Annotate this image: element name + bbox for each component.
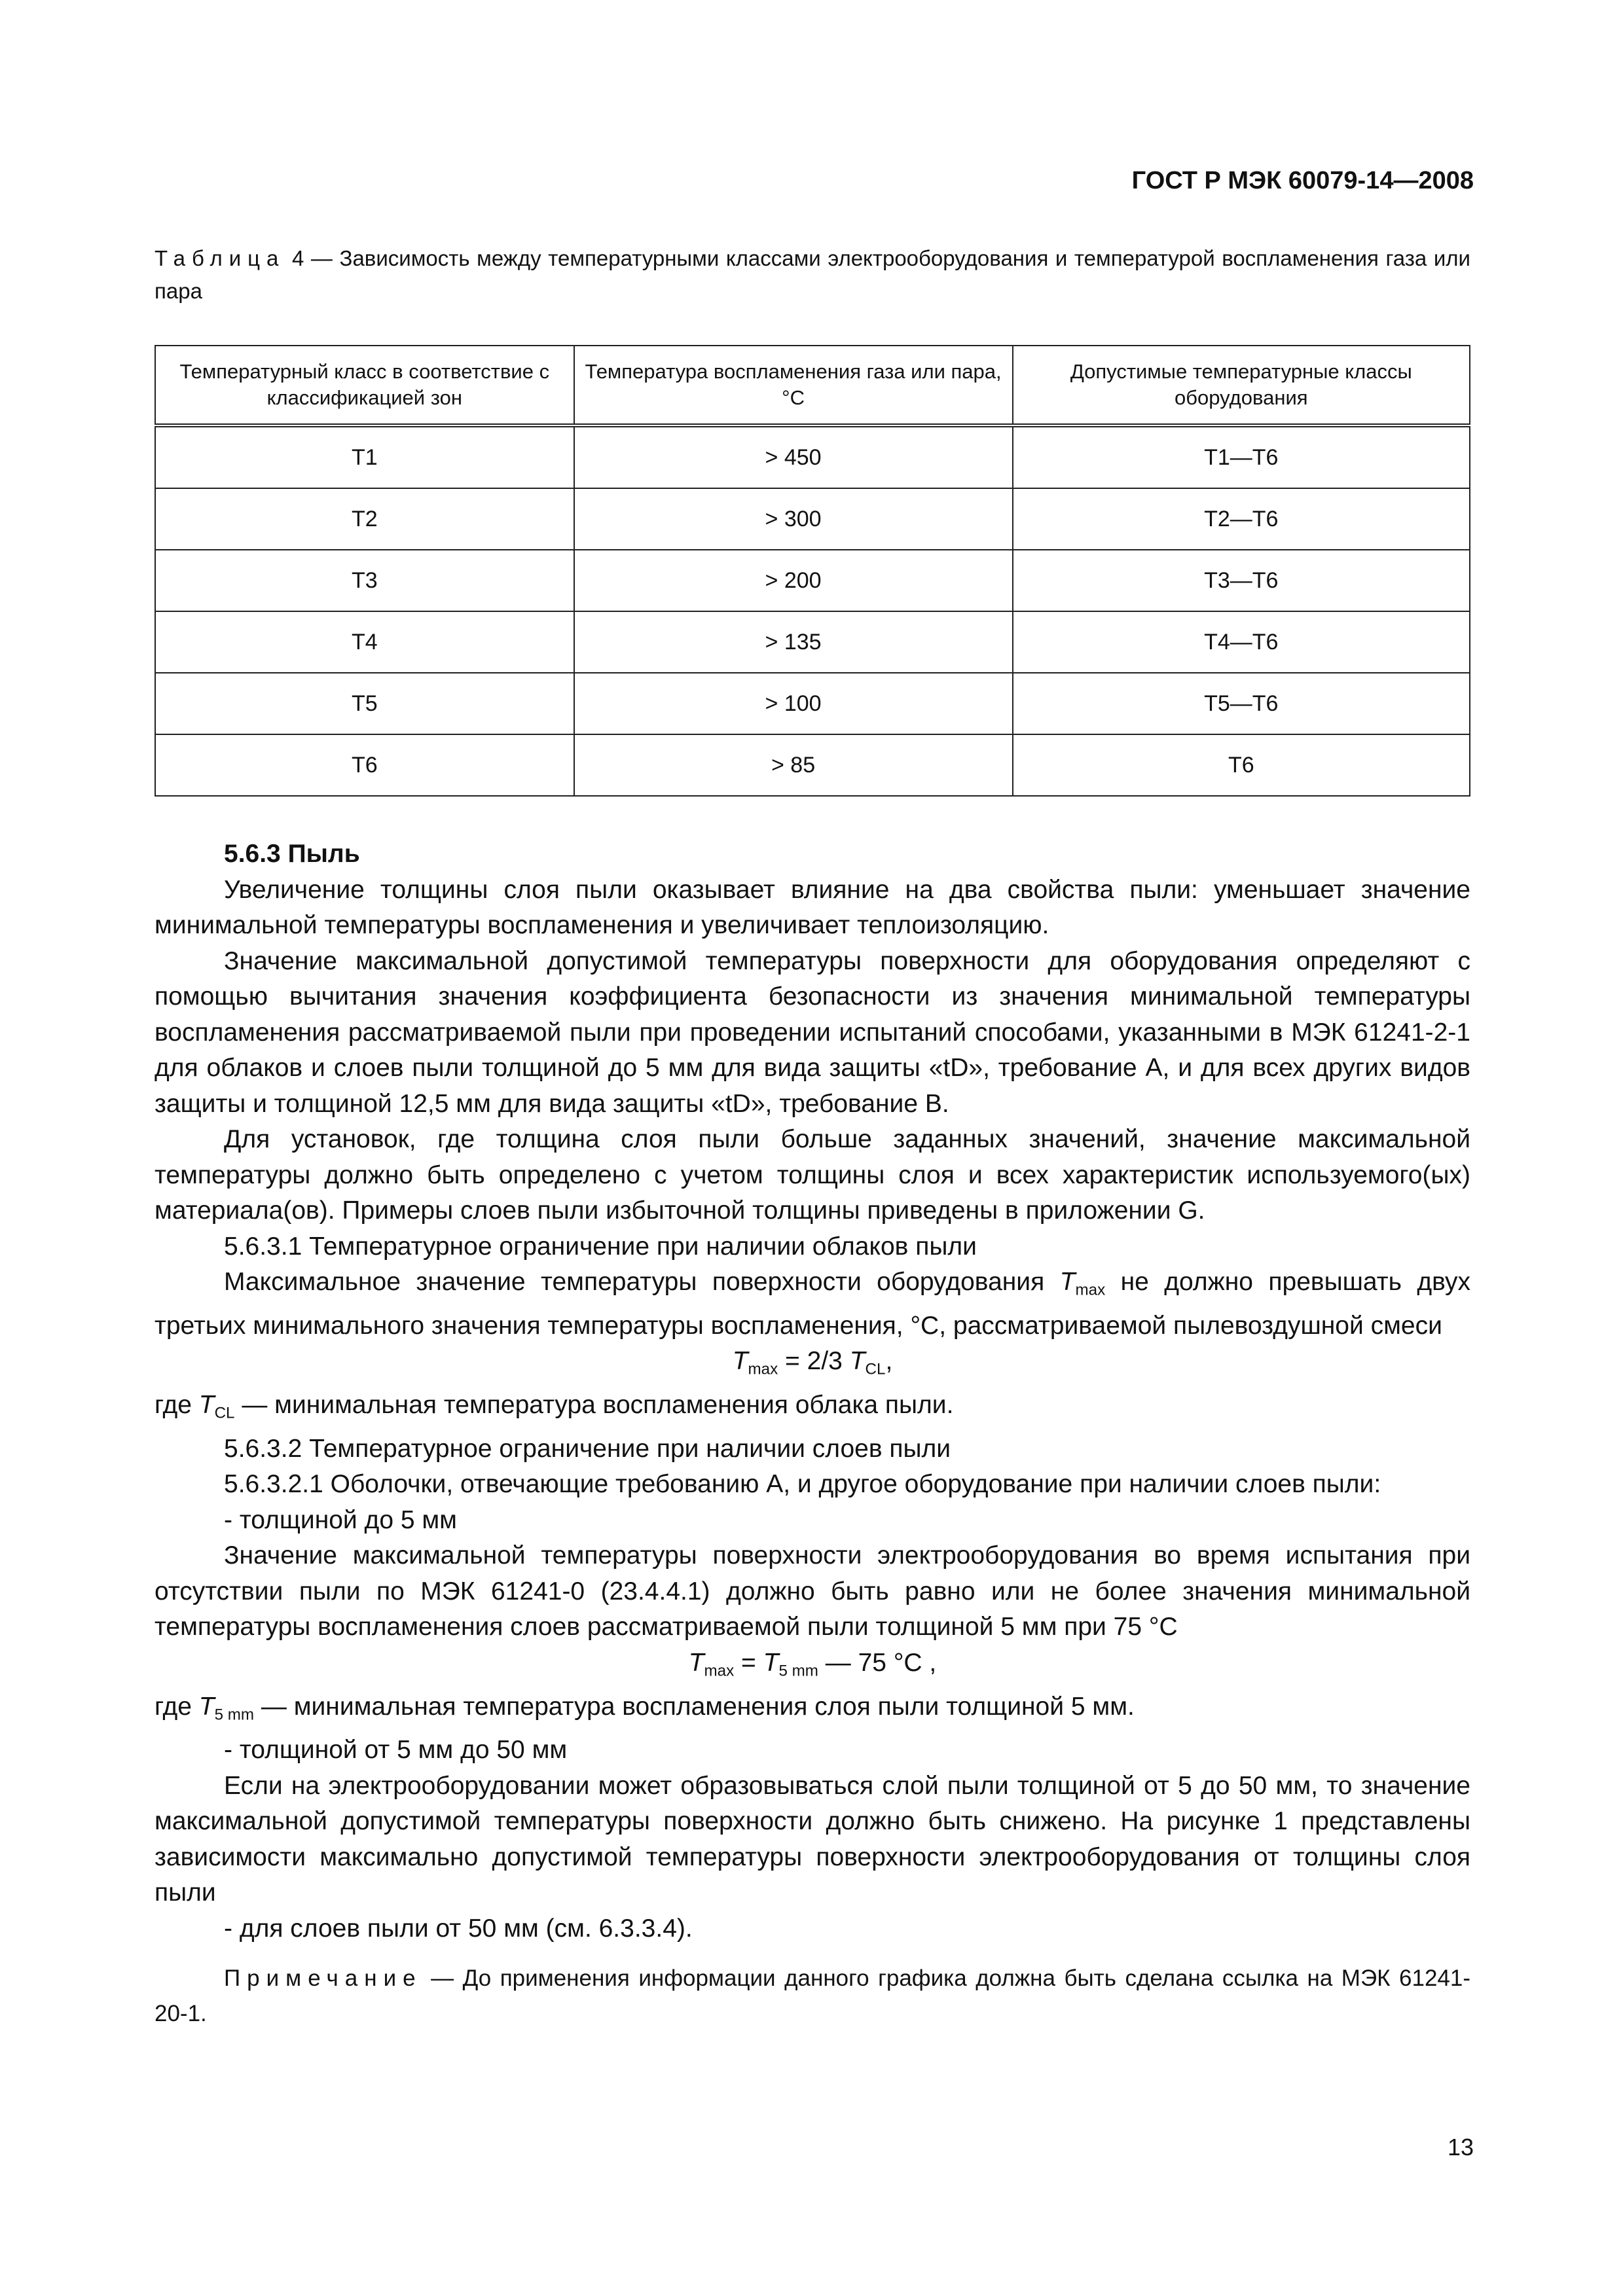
note-word: Примечание [224,1965,422,1992]
formula-tmax-layer [155,1645,1470,1689]
where-word: где [155,1391,199,1419]
symbol-t: T [732,1347,748,1376]
table-cell-class: T1 [155,425,574,488]
formula-tmax-cloud [155,1344,1470,1388]
table-caption-text: 4 — Зависимость между температурными классами электрооборудования и температурой воспламенения газа или пара [155,246,1470,303]
table-cell-class: T2 [155,488,574,550]
formula-text: — 75 °С , [818,1648,937,1677]
section-body [155,836,1470,2032]
subscript-5mm: 5 mm [214,1705,255,1723]
subscript-cl: CL [214,1404,235,1422]
paragraph: Для установок, где толщина слоя пыли больше заданных значений, значение максимальной температуры должно быть определено с учетом толщины слоя и всех характеристик используемого(ых) материала(ов). Примеры слоев пыли избыточной толщины приведены в приложении G. [155,1125,1470,1225]
table-caption [155,242,1470,308]
symbol-t: T [1059,1268,1076,1296]
table-cell-class: T5 [155,673,574,734]
symbol-t: T [198,1692,215,1721]
formula-explanation [155,1388,1470,1431]
formula-text: , [885,1347,893,1376]
table-cell-temperature: > 135 [574,611,1013,673]
symbol-t: T [198,1391,215,1419]
table-cell-permitted: T4—T6 [1013,611,1470,673]
subscript-max: max [748,1360,778,1378]
table-cell-class: T4 [155,611,574,673]
list-item: - толщиной до 5 мм [224,1505,457,1534]
explanation-text: — минимальная температура воспламенения облака пыли. [234,1391,954,1419]
where-word: где [155,1692,199,1721]
table-cell-temperature: > 200 [574,550,1013,611]
table-row [155,673,1470,734]
formula-explanation [155,1689,1470,1733]
paragraph: Увеличение толщины слоя пыли оказывает влияние на два свойства пыли: уменьшает значение минимальной температуры воспламенения и увеличивает теплоизоляцию. [155,875,1470,939]
paragraph: Значение максимальной температуры поверхности электрооборудования во время испытания при отсутствии пыли по МЭК 61241-0 (23.4.4.1) должно быть равно или не более значения минимальной температуры воспламенения слоев рассматриваемой пыли толщиной 5 мм при 75 °С [155,1541,1470,1641]
note [155,1961,1470,2032]
symbol-t: T [849,1347,866,1376]
symbol-t: T [763,1648,779,1677]
table-cell-class: T6 [155,734,574,796]
section-title: 5.6.3 Пыль [224,840,360,868]
table-row [155,488,1470,550]
paragraph: Если на электрооборудовании может образовываться слой пыли толщиной от 5 до 50 мм, то значение максимальной допустимой температуры поверхности должно быть снижено. На рисунке 1 представлены зависимости максимально допустимой температуры поверхности электрооборудования от толщины слоя пыли [155,1771,1470,1907]
subscript-max: max [1075,1281,1106,1299]
column-header-zone-class: Температурный класс в соответствие с классификацией зон [155,346,574,425]
temperature-class-table [155,345,1470,797]
subscript-cl: CL [865,1360,886,1378]
table-row [155,425,1470,488]
table-row [155,611,1470,673]
table-row [155,550,1470,611]
subscript-max: max [704,1662,735,1679]
column-header-permitted-classes: Допустимые температурные классы оборудования [1013,346,1470,425]
explanation-text: — минимальная температура воспламенения слоя пыли толщиной 5 мм. [254,1692,1135,1721]
formula-text: = [734,1648,763,1677]
list-item: - для слоев пыли от 50 мм (см. 6.3.3.4). [224,1914,693,1943]
table-header-row [155,346,1470,425]
table-cell-temperature: > 100 [574,673,1013,734]
subsection-title: 5.6.3.2.1 Оболочки, отвечающие требованию А, и другое оборудование при наличии слоев пыли: [224,1470,1381,1499]
table-cell-permitted: T6 [1013,734,1470,796]
table-cell-temperature: > 85 [574,734,1013,796]
paragraph: Значение максимальной допустимой температуры поверхности для оборудования определяют с помощью вычитания значения коэффициента безопасности из значения минимальной температуры воспламенения рассматриваемой пыли при проведении испытаний способами, указанными в МЭК 61241-2-1 для облаков и слоев пыли толщиной до 5 мм для вида защиты «tD», требование А, и для всех других видов защиты и толщиной 12,5 мм для вида защиты «tD», требование В. [155,946,1470,1118]
paragraph [155,1265,1470,1344]
symbol-t: T [688,1648,704,1677]
table-cell-permitted: T5—T6 [1013,673,1470,734]
standard-header: ГОСТ Р МЭК 60079-14—2008 [1131,167,1474,194]
note-text: — До применения информации данного графика должна быть сделана ссылка на МЭК 61241-20-1. [155,1965,1470,2027]
table-row [155,734,1470,796]
table-cell-permitted: T2—T6 [1013,488,1470,550]
subsection-title: 5.6.3.1 Температурное ограничение при наличии облаков пыли [224,1232,977,1261]
table-cell-temperature: > 450 [574,425,1013,488]
paragraph-text: не должно превышать двух третьих минимального значения температуры воспламенения, °С, рассматриваемой пылевоздушной смеси [155,1268,1470,1340]
subscript-5mm: 5 mm [778,1662,818,1679]
table-caption-word: Таблица [155,246,285,270]
page-number: 13 [1447,2134,1474,2161]
subsection-title: 5.6.3.2 Температурное ограничение при наличии слоев пыли [224,1434,951,1463]
table-cell-temperature: > 300 [574,488,1013,550]
formula-text: = 2/3 [778,1347,850,1376]
table-cell-permitted: T3—T6 [1013,550,1470,611]
list-item: - толщиной от 5 мм до 50 мм [224,1736,568,1765]
table-cell-permitted: T1—T6 [1013,425,1470,488]
column-header-ignition-temperature: Температура воспламенения газа или пара, °С [574,346,1013,425]
paragraph-text: Максимальное значение температуры поверхности оборудования [224,1268,1060,1296]
table-cell-class: T3 [155,550,574,611]
